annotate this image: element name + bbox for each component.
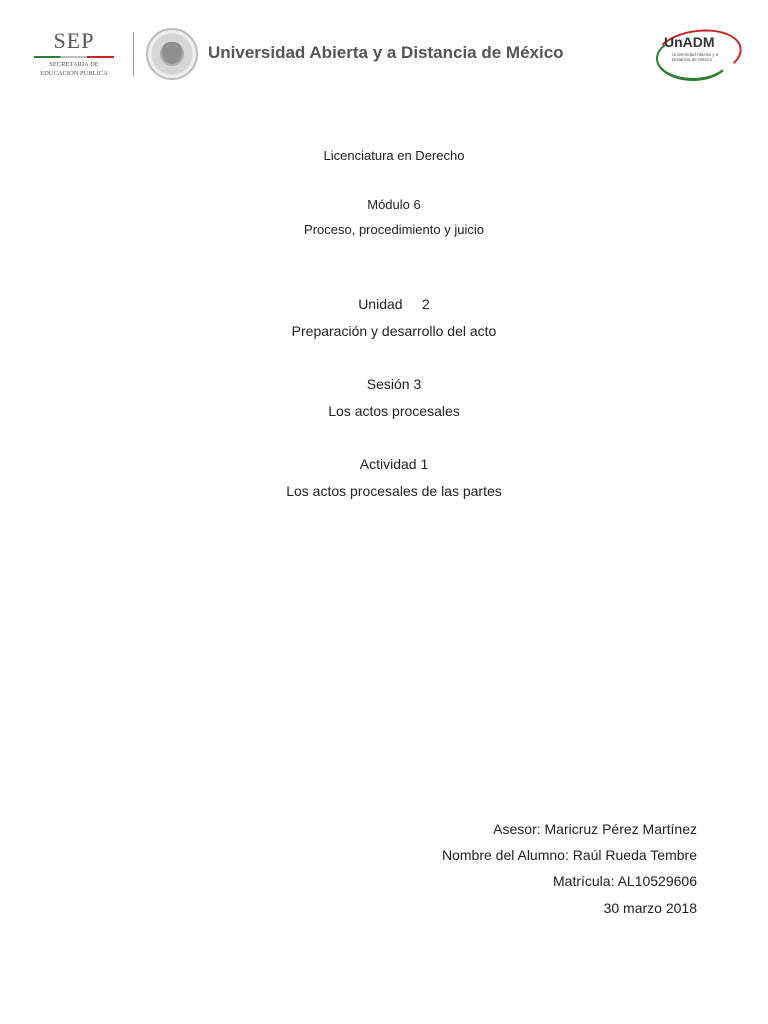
session-title: Los actos procesales — [328, 403, 460, 419]
activity-title: Los actos procesales de las partes — [286, 483, 502, 499]
advisor-line: Asesor: Maricruz Pérez Martínez — [493, 821, 697, 837]
session-number: Sesión 3 — [366, 376, 422, 392]
enrollment-line: Matrícula: AL10529606 — [553, 873, 697, 889]
program-name: Licenciatura en Derecho — [323, 148, 465, 163]
unit-title: Preparación y desarrollo del acto — [291, 323, 497, 339]
unit-number: Unidad 2 — [358, 296, 430, 312]
mexico-coat-of-arms-icon — [146, 28, 198, 80]
sep-logo-text: SEP — [53, 28, 95, 53]
module-title: Proceso, procedimiento y juicio — [304, 222, 484, 237]
sep-sub-line-1: SECRETARÍA DE — [49, 61, 99, 68]
unadm-logo — [652, 28, 742, 78]
sep-logo-subtitle — [24, 60, 124, 78]
activity-number: Actividad 1 — [359, 456, 429, 472]
date-line: 30 marzo 2018 — [603, 900, 697, 916]
sep-sub-line-2: EDUCACIÓN PÚBLICA — [40, 70, 108, 77]
document-header — [0, 0, 768, 110]
unadm-logo-subtitle: Universidad Abierta y a Distancia de México — [672, 52, 719, 62]
sep-logo — [24, 28, 124, 84]
student-name-line: Nombre del Alumno: Raúl Rueda Tembre — [442, 847, 697, 863]
module-number: Módulo 6 — [367, 197, 421, 212]
sep-color-bar — [34, 56, 114, 58]
header-divider — [133, 32, 134, 76]
university-name: Universidad Abierta y a Distancia de México — [208, 43, 564, 62]
unadm-logo-text: UnADM — [664, 34, 715, 50]
